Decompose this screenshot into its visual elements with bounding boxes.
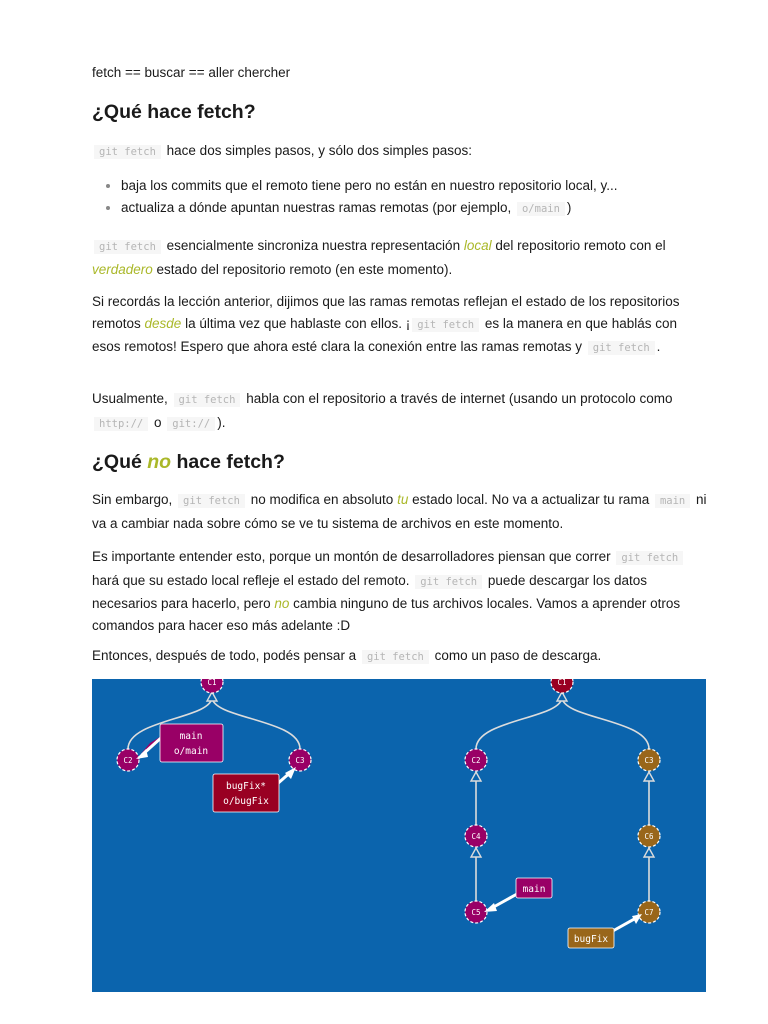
inline-code: main: [655, 494, 690, 508]
svg-text:C4: C4: [471, 832, 481, 841]
edge-rc2-rc1: [476, 697, 562, 749]
svg-text:main: main: [179, 731, 203, 742]
svg-text:C6: C6: [644, 832, 654, 841]
inline-code: git fetch: [174, 393, 241, 407]
right-node-c7: [638, 901, 660, 923]
git-fetch-visualization: [92, 679, 706, 992]
text-span: Si recordás la lección anterior, dijimos que las ramas remotas reflejan el estado de los repositorios remotos: [92, 294, 680, 331]
left-node-c3: [289, 749, 311, 771]
left-tag-bugfix: [213, 767, 296, 812]
emphasis-text: verdadero: [92, 261, 153, 277]
inline-code: o/main: [517, 202, 565, 216]
right-node-c3: [638, 749, 660, 771]
fetch-steps-list: [92, 175, 737, 220]
inline-code: git fetch: [94, 145, 161, 159]
right-node-c4: [465, 825, 487, 847]
text-span: no modifica en absoluto: [246, 492, 398, 507]
text-span: estado del repositorio remoto (en este momento).: [152, 261, 453, 277]
svg-text:C3: C3: [295, 756, 305, 765]
right-arrowheads: [471, 692, 654, 857]
text-span: cambia ninguno de tus archivos locales. Vamos a aprender otros comandos para hacer eso más adelante :D: [92, 596, 681, 633]
text-span: o: [150, 414, 166, 430]
left-node-c2: [117, 749, 139, 771]
section1-paragraph4: [92, 388, 708, 435]
inline-code: git fetch: [616, 551, 683, 565]
text-span: ni va a cambiar nada sobre cómo se ve tu sistema de archivos en este momento.: [92, 492, 707, 531]
right-tag-main: [484, 878, 552, 912]
edge-c3-c1: [212, 697, 300, 749]
section2-paragraph1: [92, 489, 708, 534]
svg-text:C2: C2: [123, 756, 133, 765]
git-graph-svg: [92, 679, 706, 992]
text-span: habla con el repositorio a través de internet (usando un protocolo como: [242, 391, 673, 406]
svg-text:main: main: [522, 884, 546, 895]
emphasis-text: local: [463, 238, 492, 253]
inline-code: git fetch: [415, 575, 482, 589]
right-node-c1: [551, 679, 573, 693]
svg-text:C3: C3: [644, 756, 654, 765]
text-span: baja los commits que el remoto tiene pero no están en nuestro repositorio local, y...: [121, 178, 618, 193]
edge-rc3-rc1: [562, 697, 649, 749]
right-tag-bugfix: [568, 914, 642, 948]
right-node-c6: [638, 825, 660, 847]
text-span: ).: [217, 414, 226, 430]
section1-paragraph1: [92, 140, 708, 164]
intro-line: fetch == buscar == aller chercher: [92, 65, 291, 80]
svg-text:bugFix: bugFix: [573, 934, 609, 945]
text-span: Sin embargo,: [92, 492, 177, 507]
text-span: hace dos simples pasos, y sólo dos simples pasos:: [162, 143, 473, 158]
text-span: la última vez que hablaste con ellos. ¡: [181, 315, 411, 331]
section2-title: [92, 449, 285, 475]
left-node-c1: [201, 679, 223, 693]
text-span: actualiza a dónde apuntan nuestras ramas remotas (por ejemplo,: [121, 200, 515, 215]
inline-code: git fetch: [178, 494, 245, 508]
text-span: Usualmente,: [92, 391, 172, 406]
svg-text:C1: C1: [207, 679, 217, 687]
inline-code: http://: [94, 417, 148, 431]
text-span: estado local. No va a actualizar tu rama: [408, 492, 653, 507]
text-span: del repositorio remoto con el: [491, 238, 666, 253]
inline-code: git fetch: [588, 341, 655, 355]
section2-paragraph3: [92, 645, 708, 669]
svg-text:C1: C1: [557, 679, 567, 687]
svg-text:bugFix*: bugFix*: [225, 781, 267, 792]
right-node-c2: [465, 749, 487, 771]
section1-title: ¿Qué hace fetch?: [92, 101, 256, 123]
text-span: esencialmente sincroniza nuestra representación: [162, 238, 464, 253]
emphasis-text: tu: [397, 492, 409, 507]
title-span: hace fetch?: [171, 451, 285, 473]
inline-code: git fetch: [412, 318, 479, 332]
list-item: [121, 197, 737, 220]
text-span: .: [656, 339, 661, 354]
right-graph-edges: [476, 697, 649, 901]
text-span: Entonces, después de todo, podés pensar a: [92, 648, 360, 663]
text-span: hará que su estado local refleje el estado del remoto.: [92, 572, 414, 588]
title-span: ¿Qué: [92, 451, 148, 473]
svg-text:o/bugFix: o/bugFix: [223, 796, 269, 807]
svg-text:C2: C2: [471, 756, 481, 765]
text-span: como un paso de descarga.: [430, 648, 602, 663]
svg-text:C5: C5: [471, 908, 481, 917]
section2-paragraph2: [92, 546, 708, 636]
text-span: ): [566, 200, 572, 215]
emphasis-text: desde: [144, 315, 182, 331]
emphasis-text: no: [147, 451, 172, 473]
svg-text:o/main: o/main: [173, 746, 209, 757]
section1-paragraph2: [92, 235, 708, 280]
text-span: es la manera en que hablás con esos remotos! Espero que ahora esté clara la conexión entre las ramas remotas y: [92, 315, 677, 354]
inline-code: git://: [167, 417, 215, 431]
inline-code: git fetch: [362, 650, 429, 664]
inline-code: git fetch: [94, 240, 161, 254]
text-span: puede descargar los datos necesarios para hacerlo, pero: [92, 572, 647, 611]
emphasis-text: no: [274, 596, 290, 611]
left-tag-main: [136, 724, 223, 762]
text-span: Es importante entender esto, porque un montón de desarrolladores piensan que correr: [92, 549, 615, 564]
list-item: [121, 175, 737, 197]
right-node-c5: [465, 901, 487, 923]
section1-paragraph3: [92, 291, 708, 360]
svg-text:C7: C7: [644, 908, 654, 917]
